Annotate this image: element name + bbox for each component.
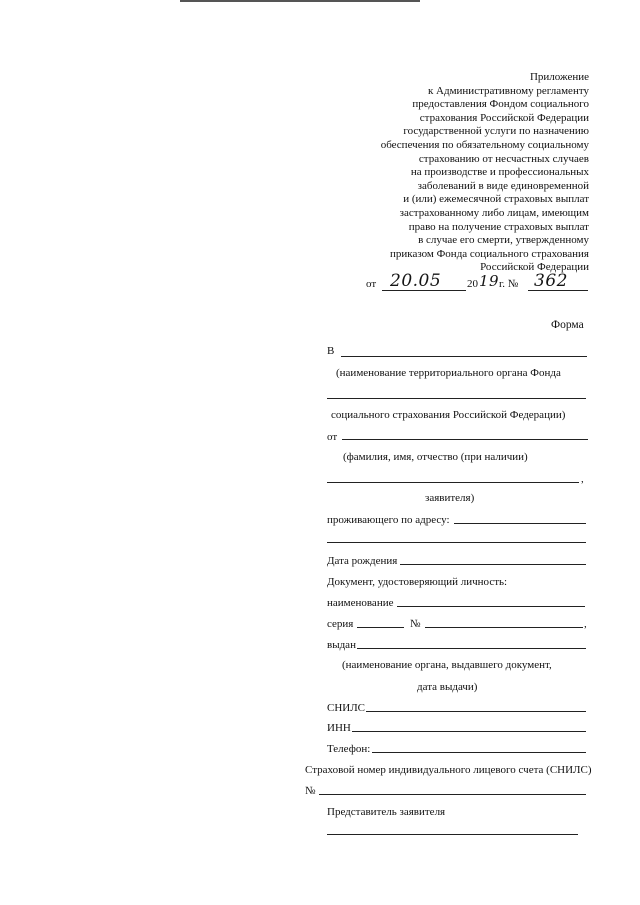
approval-block (289, 71, 589, 275)
from-field-line-2[interactable] (327, 482, 579, 483)
order-number-label: г. № (499, 278, 519, 290)
to-field-line-2[interactable] (327, 398, 586, 399)
inn-field-line[interactable] (352, 731, 586, 732)
series-label: серия (327, 618, 354, 630)
approval-line: приказом Фонда социального страхования (390, 247, 589, 260)
series-field-line[interactable] (357, 627, 404, 628)
issuer-caption-1: (наименование органа, выдавшего документ, (342, 659, 552, 671)
insurance-number-label: Страховой номер индивидуального лицевого счета (СНИЛС) (305, 764, 592, 776)
order-year-prefix: 20 (467, 278, 478, 290)
approval-line: обеспечения по обязательному социальному (380, 138, 589, 151)
order-year-handwritten: 19 (479, 272, 500, 290)
from-caption-2: заявителя) (425, 492, 475, 504)
to-caption-2: социального страхования Российской Федерации) (331, 409, 566, 421)
phone-label: Телефон: (327, 743, 371, 755)
approval-line: на производстве и профессиональных (410, 166, 589, 179)
doc-number-field-line[interactable] (425, 627, 583, 628)
doc-number-label: № (410, 618, 421, 630)
from-label: от (327, 431, 338, 443)
to-field-line[interactable] (341, 356, 587, 357)
to-caption-1: (наименование территориального органа Фонда (336, 367, 561, 379)
form-title: Форма (551, 319, 584, 331)
order-number-handwritten: 362 (534, 271, 568, 291)
approval-line: Российской Федерации (480, 261, 589, 274)
address-label: проживающего по адресу: (327, 514, 450, 526)
issuer-caption-2: дата выдачи) (417, 681, 478, 693)
from-comma: , (581, 473, 584, 485)
approval-line: и (или) ежемесячной страховых выплат (403, 193, 589, 206)
insurance-number-field-line[interactable] (319, 794, 586, 795)
address-field-line[interactable] (454, 523, 586, 524)
approval-line: страхования Российской Федерации (419, 111, 589, 124)
doc-number-comma: , (584, 618, 587, 630)
doc-name-field-line[interactable] (397, 606, 585, 607)
approval-line: заболеваний в виде единовременной (417, 179, 589, 192)
snils-field-line[interactable] (366, 711, 586, 712)
order-from-label: от (366, 278, 377, 290)
doc-name-label: наименование (327, 597, 394, 609)
approval-line: государственной услуги по назначению (403, 125, 589, 138)
order-date-handwritten: 20.05 (390, 271, 442, 291)
approval-line: право на получение страховых выплат (408, 220, 589, 233)
phone-field-line[interactable] (372, 752, 586, 753)
approval-line: к Административному регламенту (427, 84, 589, 97)
approval-line: страхованию от несчастных случаев (418, 152, 589, 165)
insurance-no-label: № (305, 785, 316, 797)
address-field-line-2[interactable] (327, 542, 586, 543)
approval-line: Приложение (529, 71, 589, 83)
birth-field-line[interactable] (400, 564, 586, 565)
issued-field-line[interactable] (357, 648, 586, 649)
approval-line: застрахованному либо лицам, имеющим (399, 206, 589, 219)
issued-label: выдан (327, 639, 356, 651)
inn-label: ИНН (327, 722, 351, 734)
representative-field-line[interactable] (327, 834, 578, 835)
representative-label: Представитель заявителя (327, 806, 446, 818)
snils-label: СНИЛС (327, 702, 366, 714)
approval-line: предоставления Фондом социального (412, 98, 589, 111)
scan-edge-mark (180, 0, 420, 2)
from-caption-1: (фамилия, имя, отчество (при наличии) (343, 451, 528, 463)
approval-line: в случае его смерти, утвержденному (418, 234, 589, 247)
to-label: В (327, 345, 335, 357)
id-doc-label: Документ, удостоверяющий личность: (327, 576, 508, 588)
birth-label: Дата рождения (327, 555, 398, 567)
from-field-line[interactable] (342, 439, 588, 440)
